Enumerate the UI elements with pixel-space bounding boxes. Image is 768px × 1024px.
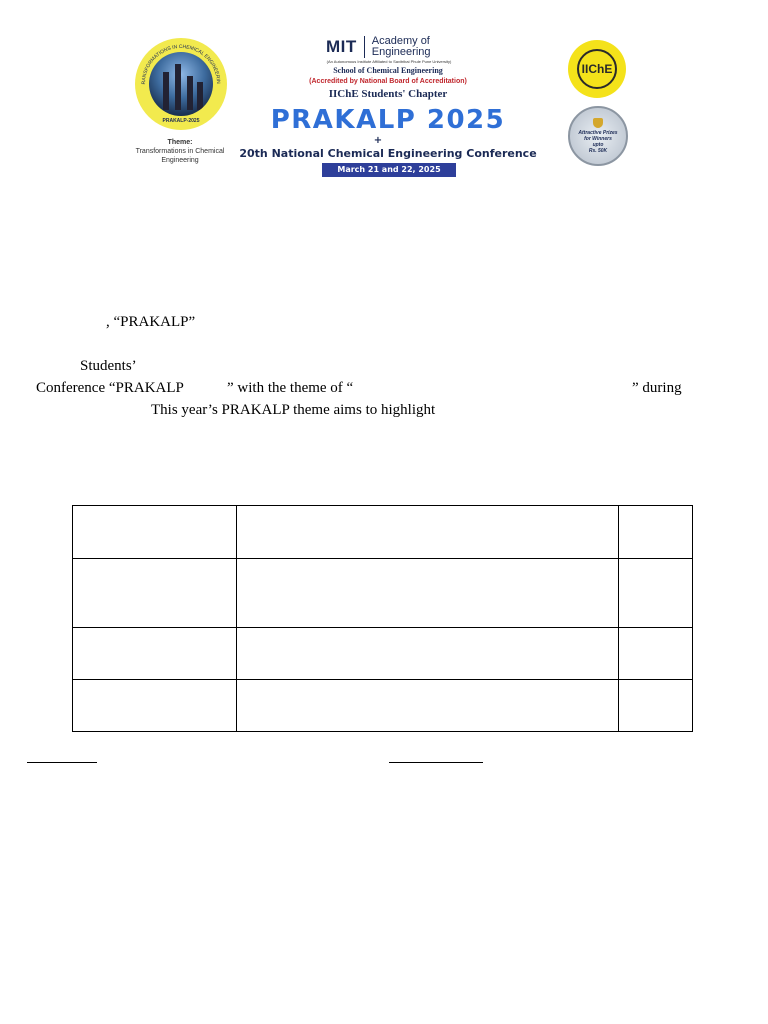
event-title: PRAKALP 2025 — [270, 105, 506, 135]
institute-name-line2: Engineering — [371, 46, 431, 58]
table-cell — [237, 680, 619, 732]
table-row — [73, 628, 693, 680]
theme-caption-text: Transformations in Chemical Engineering — [135, 148, 225, 164]
mit-logo: MIT — [326, 37, 357, 56]
table-cell — [619, 680, 693, 732]
school-name: School of Chemical Engineering — [333, 66, 443, 75]
prize-seal-text: Attractive Prizes for Winners upto Rs. 50K — [578, 130, 618, 154]
theme-caption-label: Theme: — [167, 139, 193, 146]
iiche-seal-logo — [568, 40, 626, 98]
conference-name: 20th National Chemical Engineering Conference — [239, 147, 537, 160]
svg-text:TRANSFORMATIONS IN CHEMICAL EN — [135, 38, 221, 85]
theme-badge-ring — [135, 38, 227, 130]
prize-seal — [568, 106, 628, 166]
table-row — [73, 680, 693, 732]
plus-icon: + — [373, 135, 383, 146]
mit-logo-row — [326, 36, 431, 58]
theme-badge-name: PRAKALP-2025 — [162, 118, 200, 124]
table-cell — [619, 559, 693, 628]
accreditation-line: (Accredited by National Board of Accreditation) — [309, 78, 467, 85]
prakalp-quote-text: , “PRAKALP” — [106, 314, 196, 330]
logo-divider — [364, 36, 365, 58]
table-row — [73, 506, 693, 559]
table-cell — [73, 628, 237, 680]
students-text: Students’ — [80, 358, 137, 374]
institute-name-line1: Academy of — [371, 35, 430, 47]
event-dates-badge: March 21 and 22, 2025 — [322, 163, 456, 177]
signature-line-right — [389, 762, 483, 763]
iiche-seal-mark: IIChE — [577, 49, 617, 89]
table-cell — [237, 628, 619, 680]
table-cell — [237, 506, 619, 559]
table-cell — [73, 506, 237, 559]
theme-highlight-text: This year’s PRAKALP theme aims to highlight — [151, 402, 436, 418]
details-table — [72, 505, 693, 732]
table-cell — [237, 559, 619, 628]
institute-affiliation: (An Autonomous Institute Affiliated to Savitribai Phule Pune University) — [326, 59, 452, 64]
conference-banner — [128, 30, 636, 178]
table-cell — [619, 506, 693, 559]
trophy-icon — [593, 118, 603, 128]
signature-line-left — [27, 762, 97, 763]
institute-name — [372, 36, 431, 58]
table-row — [73, 559, 693, 628]
chapter-name: IIChE Students' Chapter — [328, 88, 448, 100]
conference-prakalp-text: Conference “PRAKALP — [36, 380, 184, 396]
table-cell — [73, 680, 237, 732]
table-cell — [619, 628, 693, 680]
during-text: ” during — [632, 380, 682, 396]
theme-badge-logo — [135, 38, 227, 130]
table-cell — [73, 559, 237, 628]
with-theme-text: ” with the theme of “ — [227, 380, 354, 396]
theme-badge-ring-text: RANSFORMATIONS IN CHEMICAL ENGINEERIN — [140, 43, 222, 85]
theme-caption — [128, 138, 232, 165]
